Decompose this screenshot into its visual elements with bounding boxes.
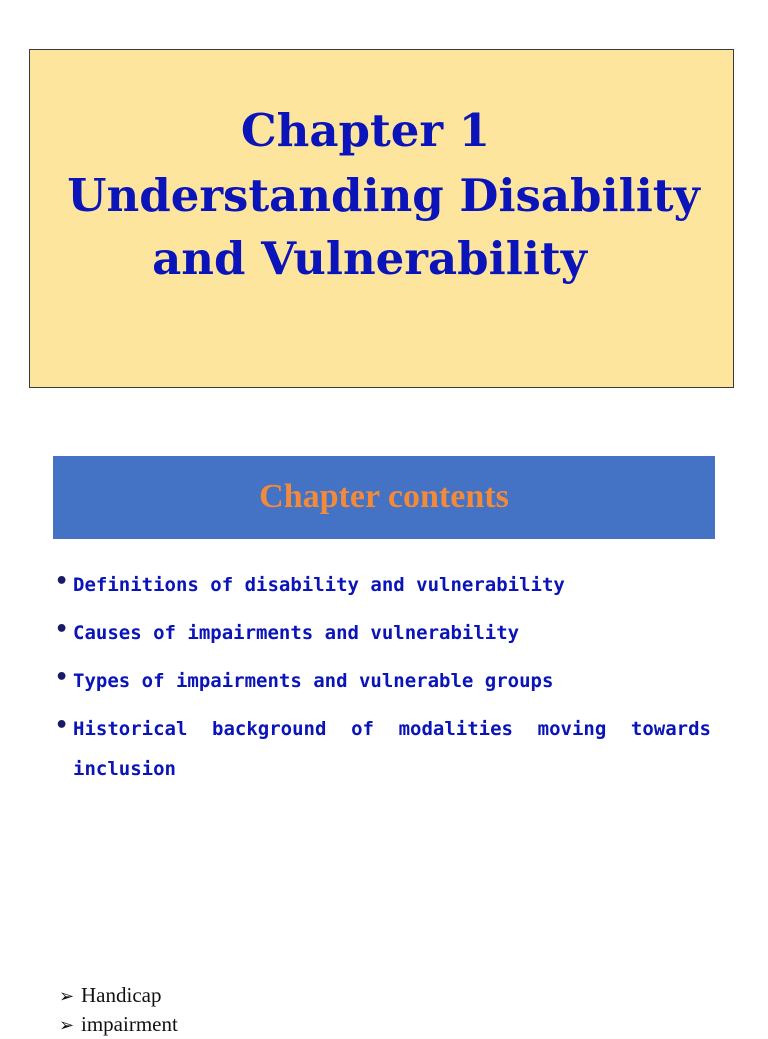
- list-item-text: Historical background of modalities moving towards inclusion: [73, 718, 711, 780]
- list-item: [55, 565, 711, 613]
- list-item: [59, 981, 178, 1010]
- bullet-icon: •: [55, 713, 69, 738]
- list-item-text: impairment: [81, 1012, 178, 1036]
- chapter-contents-list: [55, 565, 711, 789]
- list-item-text: Definitions of disability and vulnerability: [73, 574, 565, 596]
- list-item-text: Causes of impairments and vulnerability: [73, 622, 520, 644]
- bullet-icon: •: [55, 617, 69, 642]
- list-item-text: Types of impairments and vulnerable groups: [73, 670, 554, 692]
- list-item: [59, 1010, 178, 1039]
- chapter-title-line-1: Understanding Disability: [67, 169, 700, 222]
- chapter-number: Chapter 1: [240, 104, 491, 157]
- chapter-title-box: [29, 49, 734, 388]
- arrow-bullet-icon: ➢: [59, 1015, 75, 1035]
- bullet-icon: •: [55, 665, 69, 690]
- list-item-text: Handicap: [81, 983, 162, 1007]
- list-item: [55, 709, 711, 789]
- list-item: [55, 613, 711, 661]
- terms-list: [59, 981, 178, 1039]
- chapter-title-line-2: and Vulnerability: [152, 232, 587, 285]
- chapter-contents-banner: [53, 456, 715, 539]
- bullet-icon: •: [55, 569, 69, 594]
- arrow-bullet-icon: ➢: [59, 986, 75, 1006]
- chapter-contents-heading: Chapter contents: [259, 478, 509, 515]
- list-item: [55, 661, 711, 709]
